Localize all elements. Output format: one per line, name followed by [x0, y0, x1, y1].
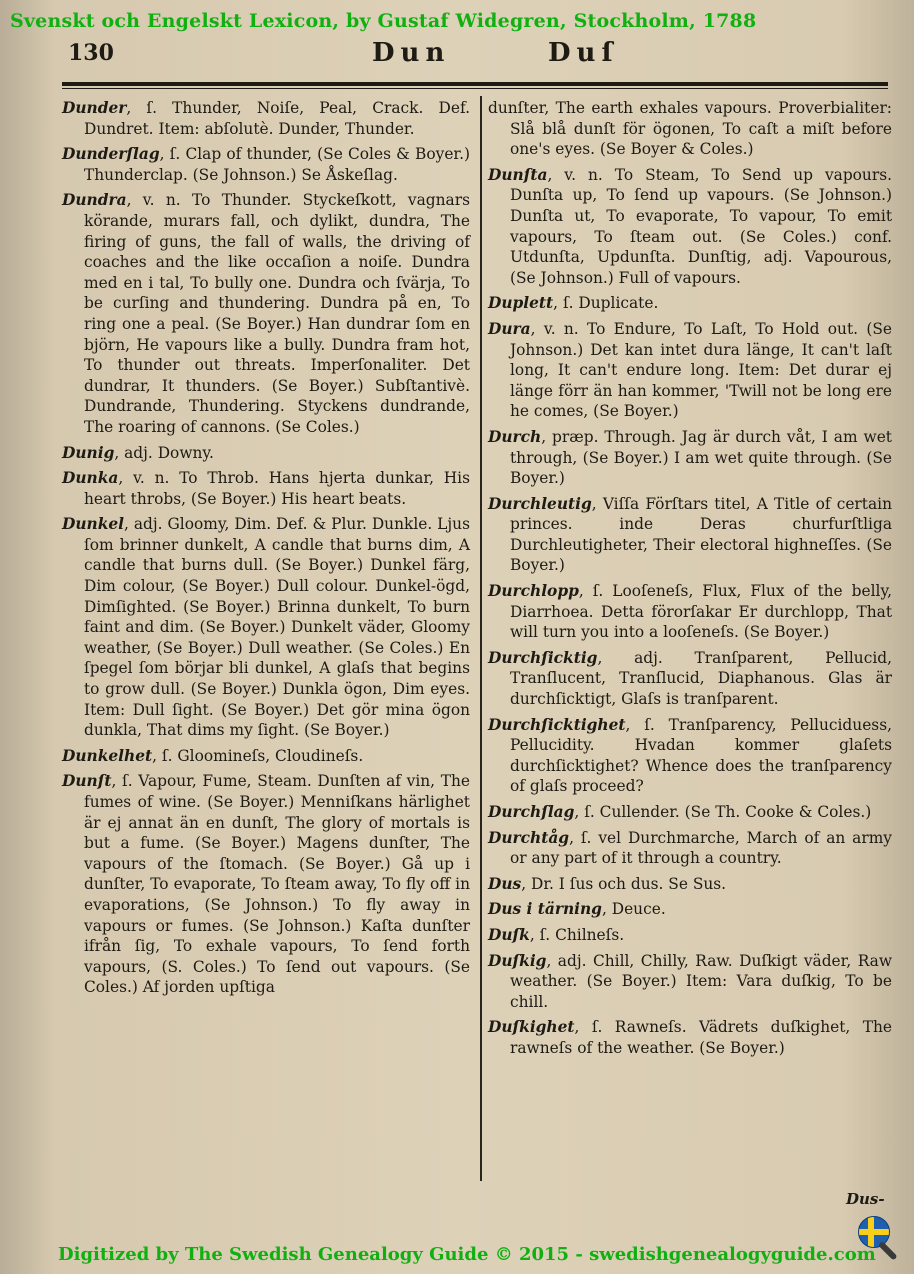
page-number: 130: [68, 40, 114, 66]
entry-headword: Dunderſlag: [62, 145, 160, 164]
dictionary-entry: [488, 427, 892, 489]
entry-headword: Durchleutig: [488, 494, 592, 513]
entry-definition: , ſ. Thunder, Noiſe, Peal, Crack. Def. Dundret. Item: abſolutè. Dunder, Thunder.: [84, 99, 470, 138]
entry-headword: Durch: [488, 427, 542, 446]
dictionary-entry: [488, 581, 892, 643]
dictionary-entry: [488, 1017, 892, 1058]
entry-headword: Dunſta: [488, 165, 548, 184]
column-divider: [480, 96, 482, 1181]
entry-definition: , ſ. vel Durchmarche, March of an army or any part of it through a country.: [510, 828, 892, 868]
dictionary-entry: [488, 925, 892, 946]
entry-definition: , præp. Through. Jag är durch våt, I am wet through, (Se Boyer.) I am wet quite through. (Se Boyer.): [510, 427, 892, 488]
dictionary-entry: [62, 468, 470, 509]
entry-definition: , v. n. To Endure, To Laſt, To Hold out. (Se Johnson.) Det kan intet dura länge, It can't laſt long, It can't endure long. Item: Det durar ej länge förr än han kommer, 'Twill not be long ere he comes, (Se Boyer.): [510, 319, 892, 421]
entry-definition: , adj. Gloomy, Dim. Def. & Plur. Dunkle. Ljus ſom brinner dunkelt, A candle that burns dim, A candle that burns dull. (Se Boyer.) Dunkel färg, Dim colour, (Se Boyer.) Dull colour. Dunkel-ögd, Dimſighted. (Se Boyer.) Brinna dunkelt, To burn faint and dim. (Se Boyer.) Dunkelt väder, Gloomy weather, (Se Boyer.) Dull weather. (Se Coles.) En ſpegel ſom börjar bli dunkel, A glaſs that begins to grow dull. (Se Boyer.) Dunkla ögon, Dim eyes. Item: Dull ſight. (Se Boyer.) Det gör mina ögon dunkla, That dims my ſight. (Se Boyer.): [84, 515, 470, 740]
dictionary-entry: [62, 98, 470, 139]
entry-definition: dunſter, The earth exhales vapours. Proverbialiter: Slå blå dunſt för ögonen, To caſt a miſt before one's eyes. (Se Boyer & Coles.): [488, 99, 892, 159]
entry-definition: , Dr. I ſus och dus. Se Sus.: [521, 874, 727, 893]
dictionary-entry: [488, 165, 892, 289]
entry-definition: , ſ. Clap of thunder, (Se Coles & Boyer.) Thunderclap. (Se Johnson.) Se Åskeſlag.: [84, 145, 470, 184]
dictionary-entry: [62, 190, 470, 437]
dictionary-entry: [488, 648, 892, 710]
entry-headword: Duſkighet: [488, 1018, 575, 1037]
entry-headword: Durchlopp: [488, 582, 579, 601]
dictionary-entry: [488, 293, 892, 314]
entry-definition: , ſ. Gloomineſs, Cloudineſs.: [152, 746, 364, 765]
entry-definition: , ſ. Cullender. (Se Th. Cooke & Coles.): [574, 803, 872, 821]
dictionary-entry: [488, 951, 892, 1013]
banner-credit: Digitized by The Swedish Genealogy Guide © 2015 - swedishgenealogyguide.com: [58, 1244, 876, 1265]
entry-headword: Dunkelhet: [62, 746, 153, 765]
dictionary-entry: [488, 494, 892, 576]
magnifier-handle-icon: [878, 1241, 898, 1261]
entry-headword: Dunig: [62, 443, 115, 462]
entry-definition: , ſ. Duplicate.: [553, 294, 659, 313]
entry-headword: Durchtåg: [488, 828, 570, 847]
dictionary-entry: [488, 828, 892, 869]
entry-headword: Dundra: [62, 191, 127, 210]
dictionary-entry: [488, 98, 892, 160]
dictionary-entry: [62, 443, 470, 464]
dictionary-entry: [62, 514, 470, 741]
entry-definition: , ſ. Looſeneſs, Flux, Flux of the belly, Diarrhoea. Detta förorſakar Er durchlopp, That will turn you into a looſeneſs. (Se Boyer.): [510, 582, 892, 642]
dictionary-entry: [488, 715, 892, 797]
right-column: [488, 98, 892, 1064]
entry-headword: Dunka: [62, 469, 119, 488]
banner-title: Svenskt och Engelskt Lexicon, by Gustaf Widegren, Stockholm, 1788: [10, 10, 757, 32]
header-rule-thin: [62, 88, 888, 89]
dictionary-entry: [62, 746, 470, 767]
entry-definition: , Viſſa Förſtars titel, A Title of certain princes. inde Deras churfurſtliga Durchleutigheter, Their electoral highneſſes. (Se Boyer.): [510, 494, 892, 575]
entry-definition: , adj. Downy.: [114, 443, 214, 462]
dictionary-entry: [62, 771, 470, 998]
entry-definition: , Deuce.: [601, 900, 666, 919]
dictionary-entry: [488, 899, 892, 920]
entry-definition: , v. n. To Thunder. Styckeſkott, vagnars körande, murars fall, och dylikt, dundra, The firing of guns, the fall of walls, the driving of coaches and the like occaſion a noiſe. Dundra med en i tal, To bully one. Dundra och ſvärja, To be curſing and thundering. Dundra på en, To ring one a peal. (Se Boyer.) Han dundrar ſom en björn, He vapours like a bully. Dundra fram hot, To thunder out threats. Imperſonaliter. Det dundrar, It thunders. (Se Boyer.) Subſtantivè. Dundrande, Thundering. Styckens dundrande, The roaring of cannons. (Se Coles.): [84, 191, 470, 436]
entry-headword: Dunſt: [62, 772, 112, 791]
entry-definition: , adj. Chill, Chilly, Raw. Duſkigt väder, Raw weather. (Se Boyer.) Item: Vara duſkig, To be chill.: [510, 951, 892, 1011]
entry-definition: , ſ. Tranſparency, Pelluciduess, Pellucidity. Hvadan kommer glaſets durchſicktighet? Whence does the tranſparency of glaſs proceed?: [510, 715, 892, 796]
running-head-right: Duſ: [548, 38, 619, 68]
dictionary-entry: [488, 802, 892, 823]
entry-headword: Durchſicktig: [488, 648, 598, 667]
dictionary-entry: [488, 319, 892, 422]
entry-headword: Duplett: [488, 294, 554, 313]
entry-headword: Durchſlag: [488, 803, 575, 821]
dictionary-entry: [62, 144, 470, 185]
entry-headword: Dus i tärning: [488, 900, 602, 919]
entry-headword: Dura: [488, 319, 531, 338]
entry-headword: Durchſicktighet: [488, 715, 626, 734]
entry-definition: , v. n. To Throb. Hans hjerta dunkar, His heart throbs, (Se Boyer.) His heart beats.: [84, 469, 470, 508]
entry-definition: , adj. Tranſparent, Pellucid, Tranſlucent, Tranſlucid, Diaphanous. Glas är durchſicktigt, Glaſs is tranſparent.: [510, 648, 892, 709]
entry-definition: , v. n. To Steam, To Send up vapours. Dunſta up, To ſend up vapours. (Se Johnson.) Dunſta ut, To evaporate, To vapour, To emit vapours, To ſteam out. (Se Coles.) conf. Utdunſta, Updunſta. Dunſtig, adj. Vapourous, (Se Johnson.) Full of vapours.: [510, 165, 892, 287]
entry-definition: , ſ. Vapour, Fume, Steam. Dunſten af vin, The fumes of wine. (Se Boyer.) Menniſkans härlighet är ej annat än en dunſt, The glory of mortals is but a fume. (Se Boyer.) Magens dunſter, The vapours of the ſtomach. (Se Boyer.) Gå up i dunſter, To evaporate, To ſteam away, To fly off in evaporations, (Se Johnson.) To fly away in vapours or fumes. (Se Johnson.) Kaſta dunſter ifrån ſig, To exhale vapours, To ſend forth vapours, (S. Coles.) To ſend out vapours. (Se Coles.) Af jorden upſtiga: [84, 772, 470, 997]
entry-definition: , ſ. Chilneſs.: [529, 925, 625, 944]
entry-definition: , ſ. Rawneſs. Vädrets duſkighet, The rawneſs of the weather. (Se Boyer.): [510, 1018, 892, 1057]
entry-headword: Duſkig: [488, 951, 547, 970]
entry-headword: Dunder: [62, 99, 127, 117]
running-head-left: Dun: [372, 38, 451, 68]
catchword: Dus-: [846, 1190, 885, 1208]
dictionary-entry: [488, 874, 892, 895]
left-column: [62, 98, 470, 1003]
entry-headword: Dunkel: [62, 515, 125, 534]
entry-headword: Duſk: [488, 925, 530, 944]
header-rule: [62, 82, 888, 86]
entry-headword: Dus: [488, 874, 522, 893]
